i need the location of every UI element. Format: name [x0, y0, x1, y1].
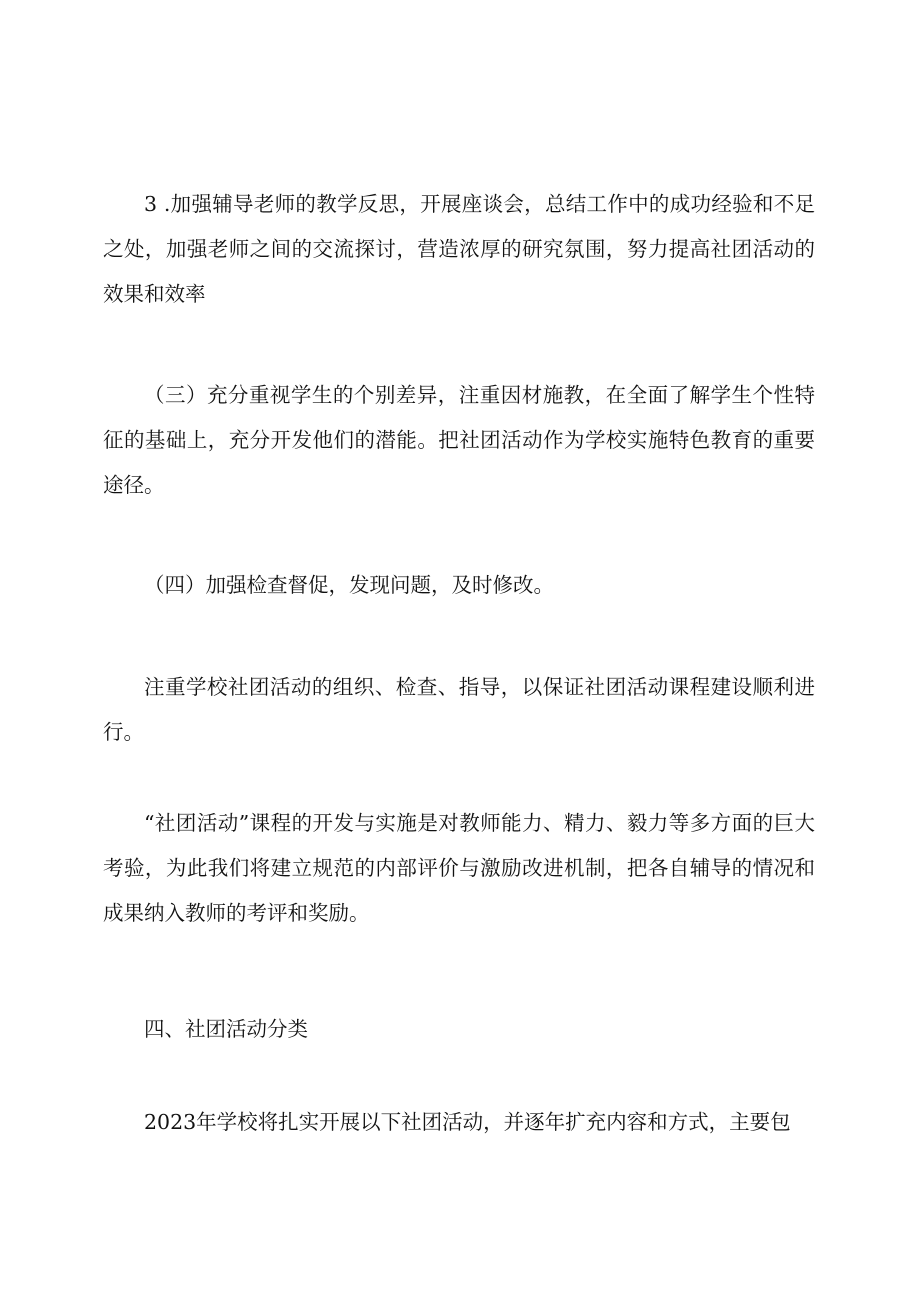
paragraph-teacher-reflection: 3 .加强辅导老师的教学反思，开展座谈会，总结工作中的成功经验和不足之处，加强老师之间的交流探讨，营造浓厚的研究氛围，努力提高社团活动的效果和效率 [103, 192, 815, 306]
paragraph-evaluation-mechanism: “社团活动”课程的开发与实施是对教师能力、精力、毅力等多方面的巨大考验，为此我们将建立规范的内部评价与激励改进机制，把各自辅导的情况和成果纳入教师的考评和奖励。 [103, 811, 815, 925]
section-heading-club-categories: 四、社团活动分类 [144, 1017, 308, 1041]
paragraph-organization-guidance: 注重学校社团活动的组织、检查、指导，以保证社团活动课程建设顺利进行。 [103, 675, 815, 744]
paragraph-individual-differences: （三）充分重视学生的个别差异，注重因材施教，在全面了解学生个性特征的基础上，充分开发他们的潜能。把社团活动作为学校实施特色教育的重要途径。 [103, 383, 815, 497]
paragraph-inspection-heading: （四）加强检查督促，发现问题，及时修改。 [144, 573, 554, 597]
paragraph-2023-plan: 2023年学校将扎实开展以下社团活动，并逐年扩充内容和方式，主要包 [144, 1110, 791, 1134]
